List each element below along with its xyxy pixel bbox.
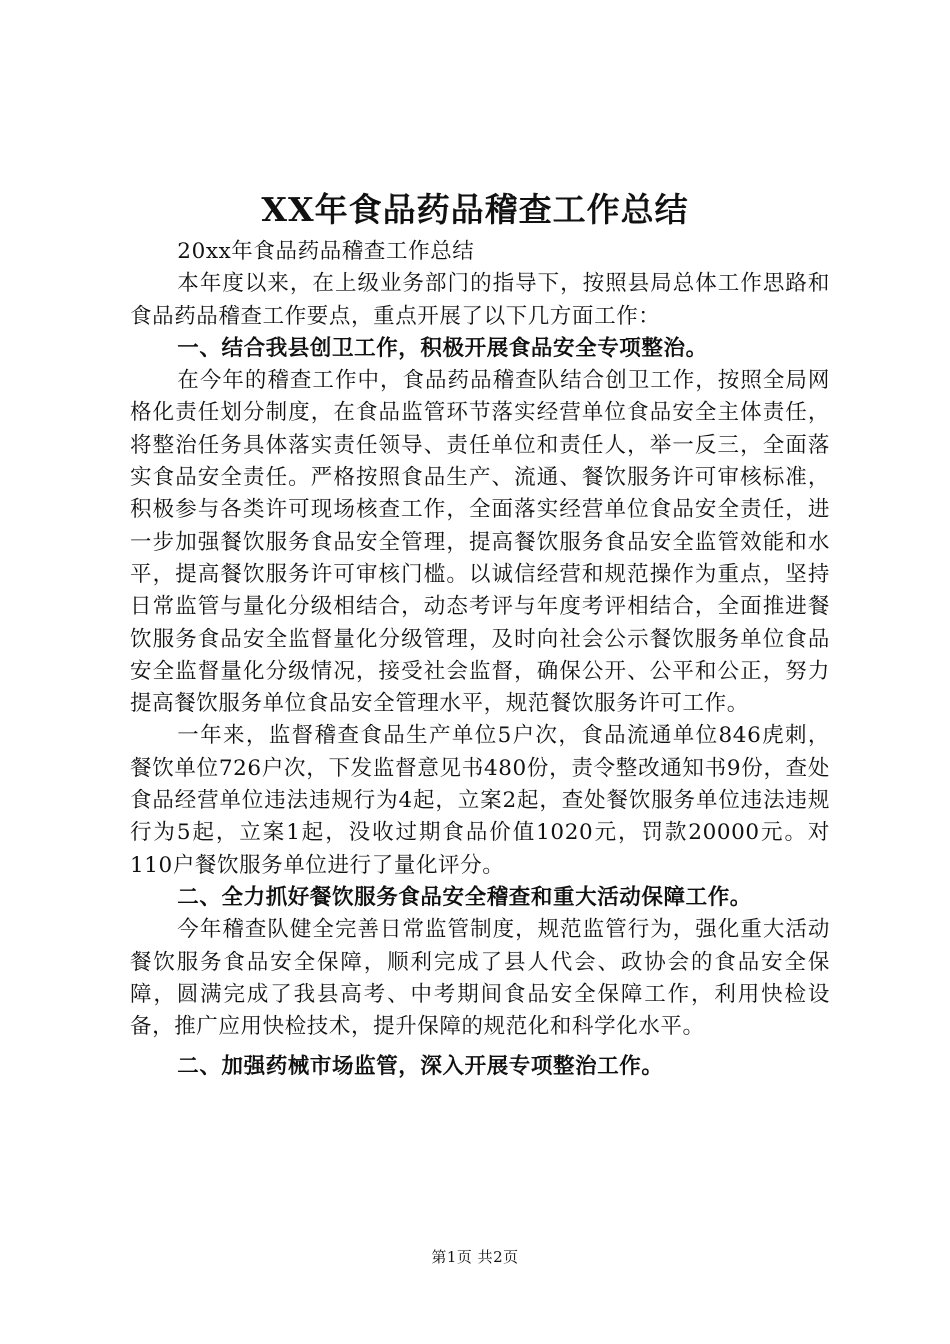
section-2-paragraph-1: 今年稽查队健全完善日常监管制度，规范监管行为，强化重大活动餐饮服务食品安全保障，顺利完成了县人代会、政协会的食品安全保障，圆满完成了我县高考、中考期间食品安全保障工作，利用快检设备，推广应用快检技术，提升保障的规范化和科学化水平。	[130, 917, 830, 1040]
section-3-heading: 二、加强药械市场监管，深入开展专项整治工作。	[177, 1054, 664, 1080]
section-2-heading: 二、全力抓好餐饮服务食品安全稽查和重大活动保障工作。	[177, 884, 752, 910]
document-title: XX年食品药品稽查工作总结	[261, 190, 689, 229]
intro-paragraph: 本年度以来，在上级业务部门的指导下，按照县局总体工作思路和食品药品稽查工作要点，重点开展了以下几方面工作：	[130, 271, 830, 329]
section-1-paragraph-2: 一年来，监督稽查食品生产单位5户次，食品流通单位846虎刺，餐饮单位726户次，下发监督意见书480份，责令整改通知书9份，查处食品经营单位违法违规行为4起，立案2起，查处餐饮服务单位违法违规行为5起，立案1起，没收过期食品价值1020元，罚款20000元。对110户餐饮服务单位进行了量化评分。	[130, 723, 830, 878]
section-1-paragraph-1: 在今年的稽查工作中，食品药品稽查队结合创卫工作，按照全局网格化责任划分制度，在食品监管环节落实经营单位食品安全主体责任，将整治任务具体落实责任领导、责任单位和责任人，举一反三，全面落实食品安全责任。严格按照食品生产、流通、餐饮服务许可审核标准，积极参与各类许可现场核查工作，全面落实经营单位食品安全责任，进一步加强餐饮服务食品安全管理，提高餐饮服务食品安全监管效能和水平，提高餐饮服务许可审核门槛。以诚信经营和规范操作为重点，坚持日常监管与量化分级相结合，动态考评与年度考评相结合，全面推进餐饮服务食品安全监督量化分级管理，及时向社会公示餐饮服务单位食品安全监督量化分级情况，接受社会监督，确保公开、公平和公正，努力提高餐饮服务单位食品安全管理水平，规范餐饮服务许可工作。	[130, 368, 830, 717]
page-indicator: 第1页 共2页	[431, 1248, 519, 1266]
section-1-heading: 一、结合我县创卫工作，积极开展食品安全专项整治。	[177, 335, 708, 361]
document-body	[130, 236, 830, 1084]
document-subtitle: 20xx年食品药品稽查工作总结	[177, 239, 475, 264]
